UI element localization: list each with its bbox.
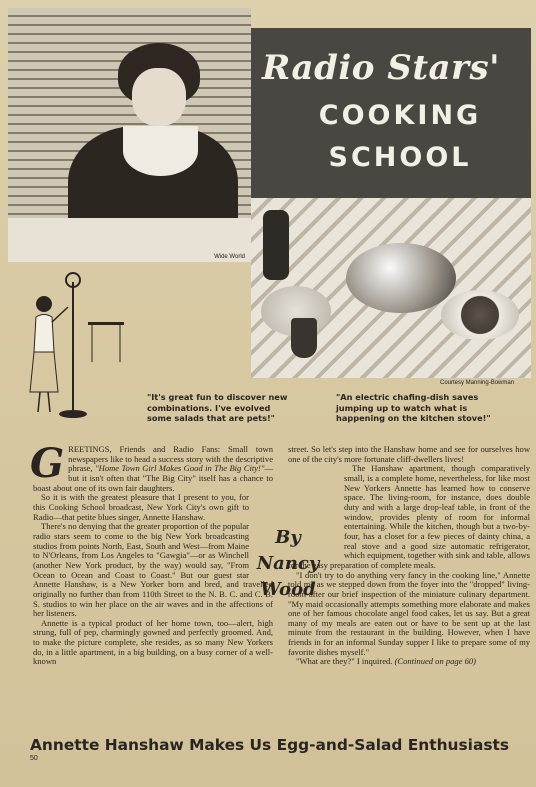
continued-note: (Continued on page 60): [394, 656, 476, 667]
title-radio-stars: Radio Stars': [262, 48, 501, 88]
drop-cap: G: [30, 440, 65, 487]
paragraph-italic: "Home Town Girl Makes Good in The Big City!": [95, 463, 265, 474]
wine-glass: [291, 318, 317, 358]
title-cooking: COOKING: [318, 100, 482, 131]
paragraph: street. So let's step into the Hanshaw home and see for ourselves how one of the city's more fortunate cliff-dwellers lives!: [288, 444, 530, 464]
photo-annette-hanshaw: [8, 8, 251, 262]
paragraph-text: "What are they?" I inquired.: [296, 656, 395, 667]
paragraph: [288, 464, 530, 570]
paragraph: [288, 657, 530, 667]
article-column-1: [30, 440, 273, 667]
paragraph: [30, 440, 273, 493]
paragraph: [33, 493, 273, 522]
paragraph: There's no denying that the greater proportion of the popular radio stars seem to come to the big New York broadcasting studios from points North, East, South and West—from Maine to N'Orleans, from Los Angeles to "Gawgia"—or as Winchell (another New York product, by the way) would say, "From Ocean to Ocean and Coast to Coast." But our guest star Annette Hanshaw, is a New Yorker born and bred, and travelled originally no further than from 110th Street to the N. B. C. and C. B. S. studios to win her place on the air waves and in the affections of her listeners.: [33, 521, 273, 619]
article-headline: Annette Hanshaw Makes Us Egg-and-Salad Enthusiasts: [30, 736, 510, 754]
chafing-dish: [346, 243, 456, 313]
paragraph-text: —but it isn't often that "The Big City" itself has a chance to boast about one of its own fair daughters.: [33, 463, 273, 493]
plate: [441, 290, 519, 340]
white-collar: [123, 126, 198, 176]
paragraph-text: So it is with the greatest pleasure that I present to you, for this Cooking School broadcast, New York City's own gift to Radio—that petite blues singer, Annette Hanshaw.: [33, 492, 249, 522]
bottle: [263, 210, 289, 280]
paragraph: "I don't try to do anything very fancy in the cooking line," Annette told me as we stepped down from the foyer into the "dropped" living-room after our brief inspection of the miniature culinary department. "My maid occasionally attempts something more elaborate and makes one of her famous chocolate angel food cakes, let us say. But a great many of my meals are eaten out or have to be sent up at the last minute from the restaurant in the building. However, when I have friends in for an informal Sunday supper I like to prepare some of my favorite dishes myself.": [288, 569, 530, 657]
article-column-2: [288, 445, 530, 667]
photo-chafing-dish: [251, 198, 531, 378]
caption-left: "It's great fun to discover new combinations. I've evolved some salads that are pets!": [147, 392, 288, 423]
title-school: SCHOOL: [328, 142, 472, 173]
photo-credit-left: Wide World: [214, 254, 245, 260]
paragraph-text: REETINGS, Friends and Radio Fans: Small town newspapers like to head a success story with the descriptive phrase,: [68, 444, 273, 474]
page-number: 50: [30, 755, 38, 762]
microphone-illustration: [18, 262, 128, 422]
woman-face: [132, 68, 186, 126]
paragraph: Annette is a typical product of her home town, too—alert, high strung, full of pep, charmingly gowned and perfectly groomed. And, to make the picture complete, she resides, as so many New Yorkers do, in a little apartment, in a big building, on a busy corner of a well-known: [33, 617, 273, 667]
photo-credit-right: Courtesy Manning-Bowman: [440, 380, 515, 386]
caption-right: "An electric chafing-dish saves jumping up to watch what is happening on the kitchen stove!": [336, 392, 491, 423]
byline-line2: Wood: [260, 579, 316, 600]
byline-line1: By Nancy: [256, 527, 320, 574]
paragraph-text: The Hanshaw apartment, though comparatively small, is a complete home, nevertheless, for like most New Yorkers Annette has learned how to conserve space. The living-room, for instance, does double duty and with a large drop-leaf table, in front of the window, provides plenty of room for informal entertaining. While the kitchen, though but a two-by-four, has a closet for a few pieces of dainty china, a real stove and a good size automatic refrigerator, which equipment, together with sink and table, allows for the easy preparation of complete meals.: [288, 463, 530, 570]
